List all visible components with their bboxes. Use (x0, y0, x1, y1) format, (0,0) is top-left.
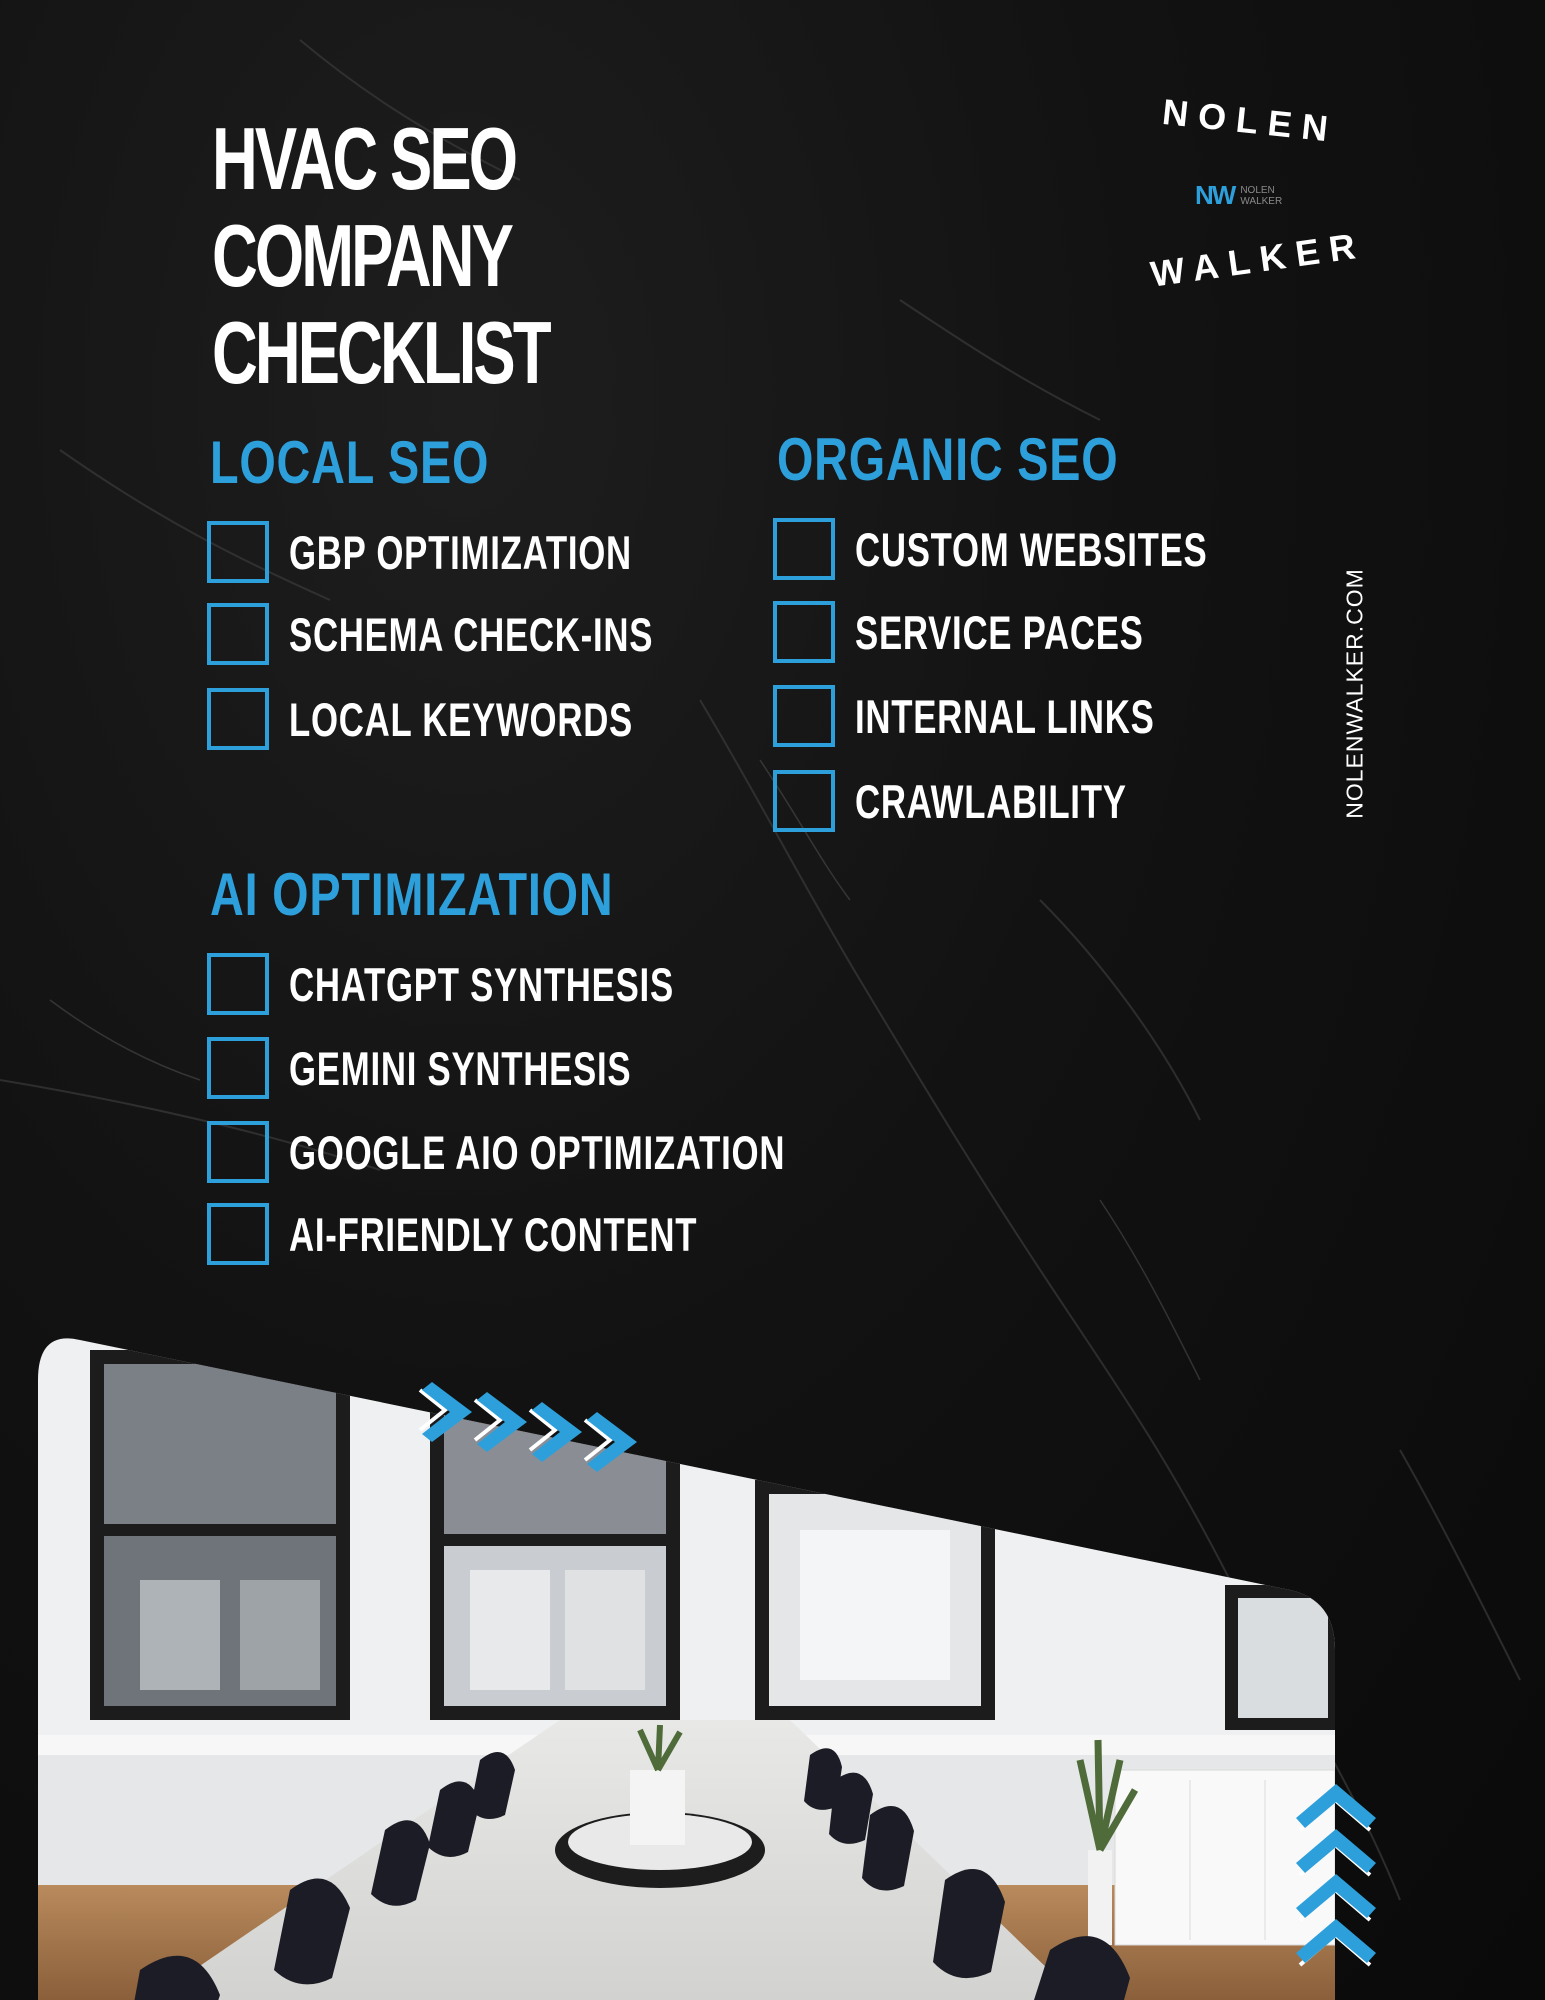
local-seo-heading: LOCAL SEO (210, 429, 490, 496)
checkbox[interactable] (773, 601, 835, 663)
logo-mark (1195, 180, 1282, 211)
ai-optimization-heading: AI OPTIMIZATION (210, 861, 614, 928)
logo-mark-line: WALKER (1240, 195, 1283, 207)
organic-seo-heading: ORGANIC SEO (777, 426, 1119, 493)
checklist-item[interactable] (207, 685, 754, 753)
checklist-item-label: GOOGLE AIO OPTIMIZATION (289, 1125, 786, 1179)
checklist-item-label: LOCAL KEYWORDS (289, 692, 634, 746)
checkbox[interactable] (207, 521, 269, 583)
checklist-item-label: CRAWLABILITY (855, 774, 1127, 828)
checkbox[interactable] (207, 1121, 269, 1183)
page-title (212, 110, 549, 401)
checklist-item[interactable] (207, 518, 752, 586)
title-line: HVAC SEO (212, 109, 516, 208)
checklist-item-label: SERVICE PACES (855, 605, 1144, 659)
checklist-item-label: GEMINI SYNTHESIS (289, 1041, 632, 1095)
logo-nw: NW (1195, 180, 1235, 210)
checkbox[interactable] (207, 1037, 269, 1099)
checklist-item[interactable] (773, 767, 1222, 835)
checklist-item[interactable] (207, 1118, 960, 1186)
checkbox[interactable] (773, 685, 835, 747)
title-line: COMPANY (212, 206, 511, 305)
checklist-item[interactable] (207, 600, 781, 668)
brand-logo (1148, 90, 1368, 300)
checklist-item[interactable] (207, 1034, 752, 1102)
logo-mark-text (1240, 185, 1282, 207)
checklist-item[interactable] (773, 682, 1260, 750)
side-url-text: NOLENWALKER.COM (1341, 568, 1368, 819)
checklist-item-label: INTERNAL LINKS (855, 689, 1155, 743)
checklist-item[interactable] (207, 950, 809, 1018)
checkbox[interactable] (207, 1203, 269, 1265)
logo-bottom-word: WALKER (1148, 224, 1368, 295)
checkbox[interactable] (773, 518, 835, 580)
checklist-item[interactable] (773, 515, 1331, 583)
checklist-item[interactable] (773, 598, 1245, 666)
logo-mark-line: NOLEN (1240, 184, 1275, 196)
checklist-item[interactable] (207, 1200, 841, 1268)
logo-top-word: NOLEN (1160, 90, 1340, 151)
title-line: CHECKLIST (212, 303, 549, 402)
checklist-item-label: SCHEMA CHECK-INS (289, 607, 654, 661)
checklist-item-label: CUSTOM WEBSITES (855, 522, 1208, 576)
checklist-item-label: GBP OPTIMIZATION (289, 525, 632, 579)
checkbox[interactable] (207, 688, 269, 750)
checkbox[interactable] (207, 603, 269, 665)
checkbox[interactable] (773, 770, 835, 832)
conference-room-photo (0, 1330, 1545, 2000)
checklist-item-label: AI-FRIENDLY CONTENT (289, 1207, 698, 1261)
checklist-item-label: CHATGPT SYNTHESIS (289, 957, 674, 1011)
checkbox[interactable] (207, 953, 269, 1015)
